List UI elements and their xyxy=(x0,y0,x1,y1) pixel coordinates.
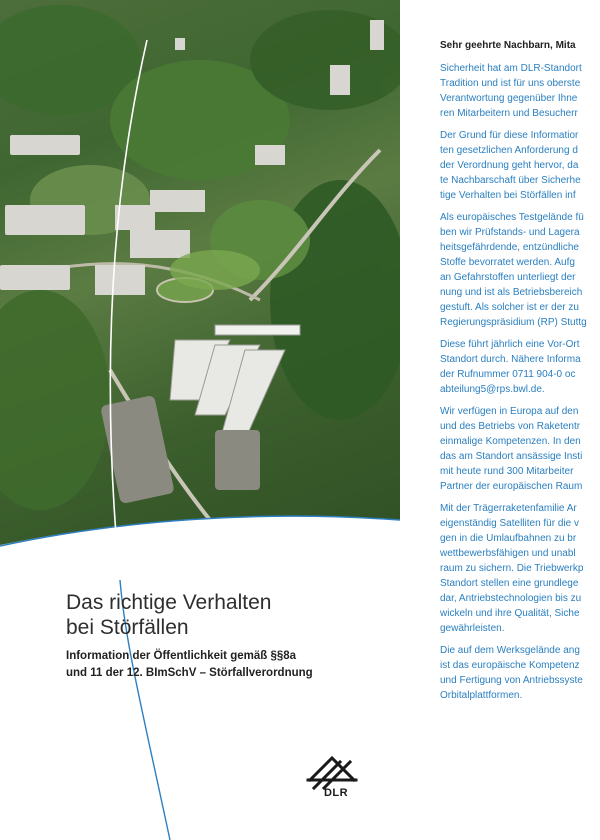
paragraph-line: einmalige Kompetenzen. In den xyxy=(440,436,581,447)
paragraph-line: Wir verfügen in Europa auf den xyxy=(440,406,579,417)
letter-paragraph xyxy=(440,501,600,636)
paragraph-line: Partner der europäischen Raum xyxy=(440,481,583,492)
paragraph-line: Tradition und ist für uns oberste xyxy=(440,78,581,89)
paragraph-line: te Nachbarschaft über Sicherhe xyxy=(440,175,581,186)
title-line: bei Störfällen xyxy=(66,616,189,639)
letter-paragraph xyxy=(440,643,600,703)
paragraph-line: Sicherheit hat am DLR-Standort xyxy=(440,63,582,74)
paragraph-line: Standort stellen eine grundlege xyxy=(440,578,579,589)
paragraph-line: gewährleisten. xyxy=(440,623,505,634)
paragraph-line: Regierungspräsidium (RP) Stuttg xyxy=(440,317,587,328)
paragraph-line: Orbitalplattformen. xyxy=(440,690,523,701)
subtitle-line: Information der Öffentlichkeit gemäß §§8a xyxy=(66,650,297,662)
paragraph-line: Stoffe bevorratet werden. Aufg xyxy=(440,257,575,268)
paragraph-line: wettbewerbsfähigen und unabl xyxy=(440,548,576,559)
paragraph-line: eigenständig Satelliten für die v xyxy=(440,518,579,529)
paragraph-line: und des Betriebs von Raketentr xyxy=(440,421,581,432)
letter-paragraph xyxy=(440,61,600,121)
paragraph-line: gen in die Umlaufbahnen zu br xyxy=(440,533,577,544)
paragraph-line: nung und ist als Betriebsbereich xyxy=(440,287,583,298)
paragraph-line: heitsgefährdende, entzündliche xyxy=(440,242,579,253)
paragraph-line: Standort durch. Nähere Informa xyxy=(440,354,581,365)
letter-paragraph xyxy=(440,337,600,397)
subtitle-line: und 11 der 12. BImSchV – Störfallverordnung xyxy=(66,667,313,679)
paragraph-line: an Gefahrstoffen unterliegt der xyxy=(440,272,576,283)
page-title xyxy=(66,590,366,640)
letter-column xyxy=(440,38,600,710)
paragraph-line: und Fertigung von Antriebssyste xyxy=(440,675,583,686)
paragraph-line: Der Grund für diese Informatior xyxy=(440,130,579,141)
page-subtitle xyxy=(66,648,366,682)
paragraph-line: ben wir Prüfstands- und Lagera xyxy=(440,227,580,238)
paragraph-line: ist das europäische Kompetenz xyxy=(440,660,580,671)
paragraph-line: tige Verhalten bei Störfällen inf xyxy=(440,190,576,201)
paragraph-line: Diese führt jährlich eine Vor-Ort xyxy=(440,339,580,350)
paragraph-line: raum zu sichern. Die Triebwerkp xyxy=(440,563,584,574)
paragraph-line: dar, Antriebstechnologien bis zu xyxy=(440,593,582,604)
paragraph-line: ren Mitarbeitern und Besucherr xyxy=(440,108,578,119)
logo-text: DLR xyxy=(323,787,349,799)
paragraph-line: wickeln und ihre Qualität, Siche xyxy=(440,608,580,619)
letter-paragraph xyxy=(440,128,600,203)
paragraph-line: ten gesetzlichen Anforderung d xyxy=(440,145,578,156)
paragraph-line: Verantwortung gegenüber Ihne xyxy=(440,93,578,104)
title-line: Das richtige Verhalten xyxy=(66,591,272,614)
paragraph-line: abteilung5@rps.bwl.de. xyxy=(440,384,545,395)
paragraph-line: der Rufnummer 0711 904-0 oc xyxy=(440,369,576,380)
paragraph-line: Als europäisches Testgelände fü xyxy=(440,212,584,223)
paragraph-line: Die auf dem Werksgelände ang xyxy=(440,645,580,656)
letter-paragraph xyxy=(440,404,600,494)
paragraph-line: mit heute rund 300 Mitarbeiter xyxy=(440,466,574,477)
paragraph-line: gestuft. Als solcher ist er der zu xyxy=(440,302,579,313)
paragraph-line: der Verordnung geht hervor, da xyxy=(440,160,579,171)
paragraph-line: das am Standort ansässige Insti xyxy=(440,451,583,462)
blue-wave-line xyxy=(0,516,400,546)
letter-body xyxy=(440,61,600,703)
paragraph-line: Mit der Trägerraketenfamilie Ar xyxy=(440,503,577,514)
greeting: Sehr geehrte Nachbarn, Mita xyxy=(440,40,576,51)
letter-paragraph xyxy=(440,210,600,330)
white-arc-line xyxy=(110,40,147,560)
